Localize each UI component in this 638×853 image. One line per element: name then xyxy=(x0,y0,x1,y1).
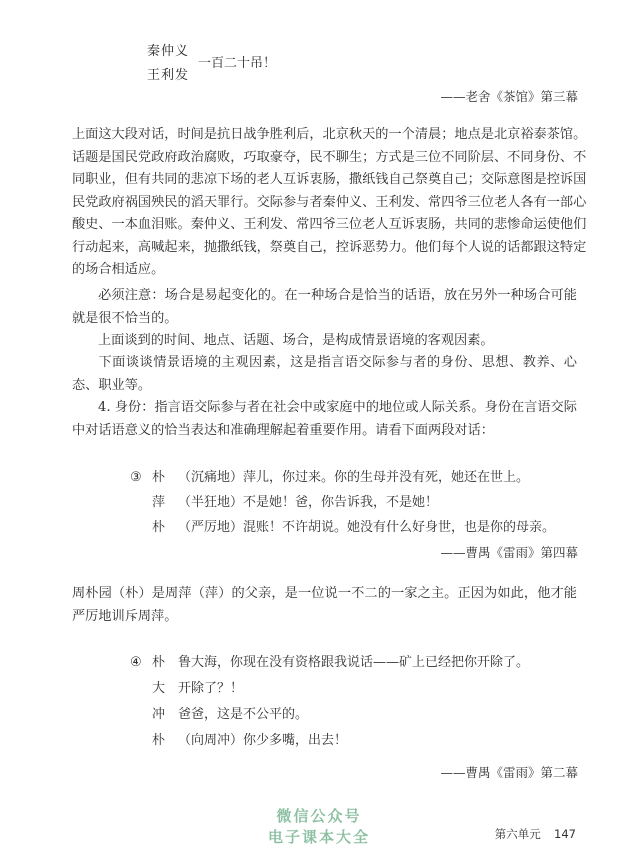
example-4-row xyxy=(152,705,308,725)
speaker-tag: 朴 xyxy=(152,655,166,670)
p2-text: 必须注意：场合是易起变化的。在一种场合是恰当的话语，放在另外一种场合可能就是很不恰当的。 xyxy=(72,288,577,326)
p1-line: 酸史、一本血泪账。秦仲义、王利发、常四爷三位老人互诉衷肠，共同的悲惨命运使他们 xyxy=(72,217,587,232)
p1-line: 民党政府祸国殃民的滔天罪行。交际参与者秦仲义、王利发、常四爷三位老人各有一部心 xyxy=(72,194,587,210)
dialogue-text: 鲁大海，你现在没有资格跟我说话——矿上已经把你开除了。 xyxy=(178,655,530,670)
example-3-row xyxy=(152,493,438,513)
speaker-wang: 王利发 xyxy=(147,68,190,83)
watermark-line-1: 微信公众号 xyxy=(276,807,362,825)
p5-text: 4. 身份：指言语交际参与者在社会中或家庭中的地位或人际关系。身份在言语交际中对话语意义的恰当表达和准确理解起着重要作用。请看下面两段对话： xyxy=(72,400,577,438)
p3-text: 上面谈到的时间、地点、话题、场合，是构成情景语境的客观因素。 xyxy=(98,333,494,348)
dialogue-text: （半狂地）不是她！爸，你告诉我，不是她！ xyxy=(178,495,439,510)
source-citation-leiyu-2: ——曹禺《雷雨》第二幕 xyxy=(440,765,578,780)
speaker-tag: 朴 xyxy=(152,470,166,485)
p6-text: 周朴园（朴）是周萍（萍）的父亲，是一位说一不二的一家之主。正因为如此，他才能严厉地训斥周萍。 xyxy=(72,586,577,624)
p1-line: 同职业，但有共同的悲凉下场的老人互诉衷肠，撒纸钱自己祭奠自己；交际意图是控诉国 xyxy=(72,172,587,187)
paragraph-objective-factors xyxy=(72,330,577,353)
p4-text: 下面谈谈情景语境的主观因素，这是指言语交际参与者的身份、思想、教养、心态、职业等。 xyxy=(72,355,577,393)
example-number: ③ xyxy=(130,470,142,485)
paragraph-subjective-factors xyxy=(72,352,577,397)
watermark-line-2: 电子课本大全 xyxy=(267,828,370,846)
paragraph-scene-analysis xyxy=(72,124,587,282)
paragraph-identity xyxy=(72,397,577,442)
p1-line: 的场合相适应。 xyxy=(72,262,165,277)
example-number: ④ xyxy=(130,655,142,670)
speaker-tag: 朴 xyxy=(152,520,166,535)
example-3-row xyxy=(152,518,555,538)
speaker-tag: 冲 xyxy=(152,707,166,722)
speaker-qin: 秦仲义 xyxy=(147,44,190,59)
p1-line: 话题是国民党政府政治腐败，巧取豪夺，民不聊生；方式是三位不同阶层、不同身份、不 xyxy=(72,149,587,165)
example-4-row xyxy=(130,653,529,673)
dialogue-text: 爸爸，这是不公平的。 xyxy=(178,707,309,722)
source-citation-chaguan: ——老舍《茶馆》第三幕 xyxy=(440,89,578,104)
example-4-row xyxy=(152,731,347,751)
example-4-row xyxy=(152,679,243,699)
speaker-tag: 朴 xyxy=(152,733,166,748)
example-3-row xyxy=(130,468,529,488)
dialogue-text: （沉痛地）萍儿，你过来。你的生母并没有死，她还在世上。 xyxy=(178,470,530,485)
dialogue-line: 一百二十吊！ xyxy=(198,56,277,71)
page-footer xyxy=(495,826,576,842)
page-number: 147 xyxy=(554,827,576,841)
dialogue-text: （向周冲）你少多嘴，出去！ xyxy=(178,733,348,748)
paragraph-zhou-puyuan xyxy=(72,583,577,628)
source-citation-leiyu-4: ——曹禺《雷雨》第四幕 xyxy=(440,545,578,560)
p1-line: 行动起来，高喊起来，抛撒纸钱，祭奠自己，控诉恶势力。他们每个人说的话都跟这特定 xyxy=(72,239,587,255)
unit-label: 第六单元 xyxy=(494,827,541,841)
p1-line: 上面这大段对话，时间是抗日战争胜利后，北京秋天的一个清晨；地点是北京裕泰茶馆。 xyxy=(72,127,587,142)
speaker-tag: 大 xyxy=(152,681,166,696)
paragraph-note xyxy=(72,285,577,330)
dialogue-text: （严厉地）混账！不许胡说。她没有什么好身世，也是你的母亲。 xyxy=(178,520,556,535)
dialogue-text: 开除了？！ xyxy=(178,681,244,696)
speaker-tag: 萍 xyxy=(152,495,166,510)
